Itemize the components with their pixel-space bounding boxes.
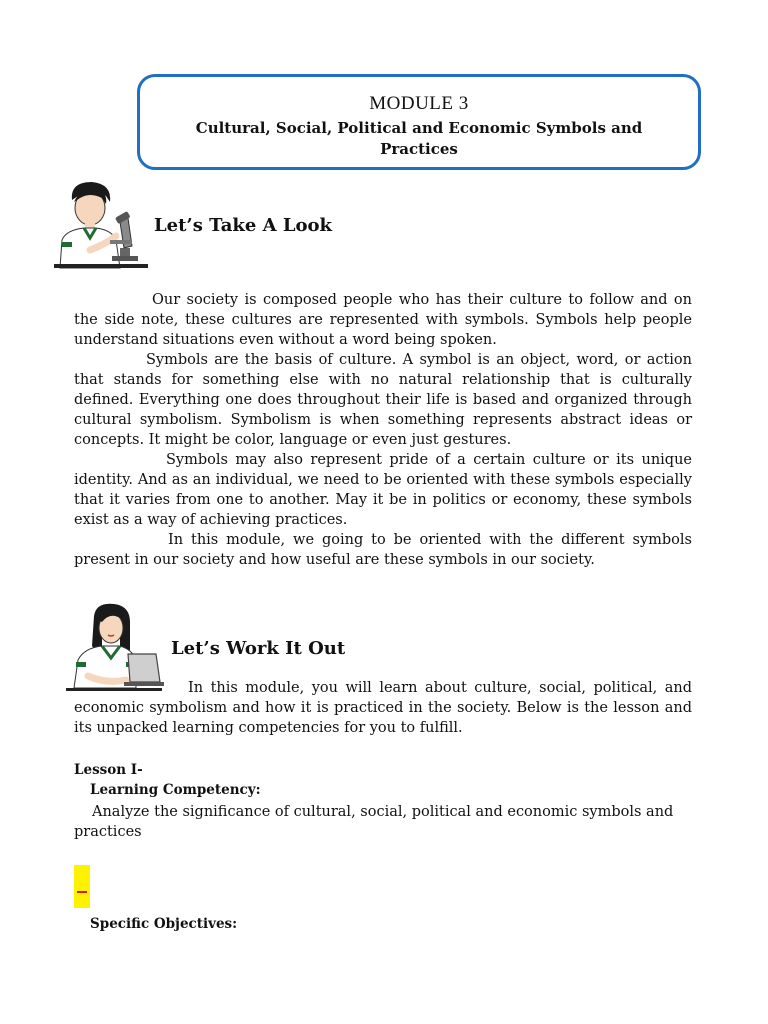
section-heading-take-a-look: Let’s Take A Look [154,215,332,236]
module-title-box [137,74,701,170]
paragraph-symbols-pride: Symbols may also represent pride of a certain culture or its unique identity. And as an individual, we need to be oriented with these symbols especially that it varies from one to another. May it be in politics or economy, these symbols exist as a way of achieving practices. [74,452,692,528]
student-with-microscope-icon [50,178,150,270]
paragraph-intro: Our society is composed people who has their culture to follow and on the side note, these cultures are represented with symbols. Symbols help people understand situations even without a word being spoken. [74,292,692,348]
module-subtitle: Cultural, Social, Political and Economic Symbols and Practices [195,119,643,158]
module-title: MODULE 3 [369,93,469,114]
lesson-label: Lesson I- [74,762,143,778]
learning-competency-label: Learning Competency: [90,782,261,798]
paragraph-module-learn: In this module, you will learn about culture, social, political, and economic symbolism and how it is practiced in the society. Below is the lesson and its unpacked learning competencies for you to fulfill. [74,680,692,736]
learning-competency-text: Analyze the significance of cultural, social, political and economic symbols and practices [74,804,674,840]
specific-objectives-label: Specific Objectives: [90,916,238,932]
highlight-mark [74,865,90,908]
paragraph-module-orientation: In this module, we going to be oriented with the different symbols present in our society and how useful are these symbols in our society. [74,532,692,568]
red-dash-mark [77,891,87,893]
section-heading-work-it-out: Let’s Work It Out [171,638,346,659]
paragraph-symbols-basis: Symbols are the basis of culture. A symbol is an object, word, or action that stands for something else with no natural relationship that is culturally defined. Everything one does throughout their life is based and organized through cultural symbolism. Symbolism is when something represents abstract ideas or concepts. It might be color, language or even just gestures. [74,352,692,448]
